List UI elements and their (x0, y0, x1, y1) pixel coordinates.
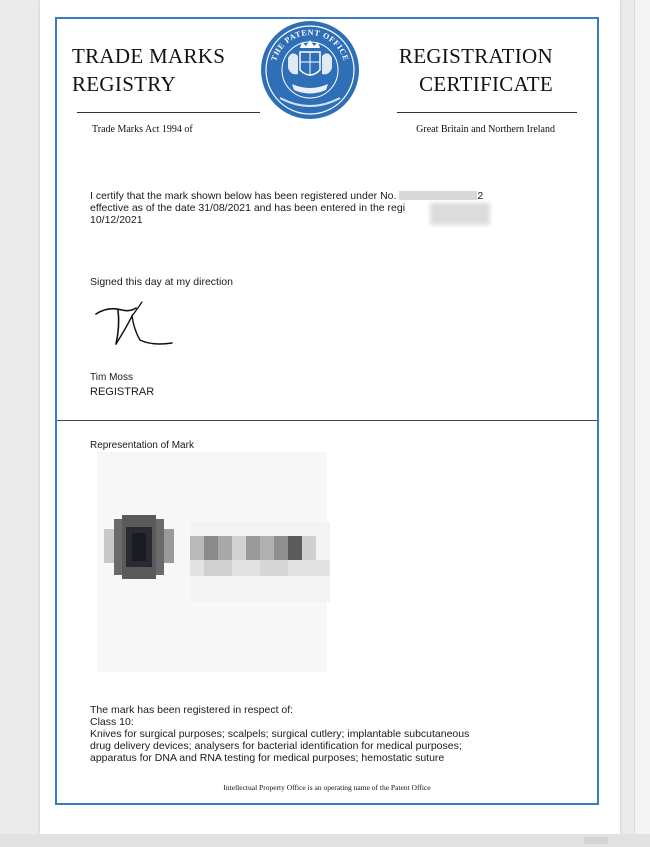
class-line-2: drug delivery devices; analysers for bacterial identification for medical purposes; (90, 740, 462, 752)
scrollbar-thumb[interactable] (584, 837, 608, 844)
redacted-registration-number (399, 191, 477, 200)
subtitle-right: Great Britain and Northern Ireland (416, 124, 555, 135)
footer-note: Intellectual Property Office is an operating name of the Patent Office (223, 783, 431, 792)
title-right (385, 42, 553, 98)
class-line-3: apparatus for DNA and RNA testing for medical purposes; hemostatic suture (90, 752, 445, 764)
class-line-1: Knives for surgical purposes; scalpels; surgical cutlery; implantable subcutaneous (90, 728, 470, 740)
title-left-line-1: TRADE MARKS (72, 44, 226, 68)
title-right-line-2: CERTIFICATE (419, 72, 553, 96)
certification-line-1-start: I certify that the mark shown below has been registered under No. (90, 190, 397, 202)
document-page (40, 0, 620, 834)
certification-line-3: 10/12/2021 (90, 214, 143, 226)
class-intro: The mark has been registered in respect of: (90, 704, 294, 716)
redaction-blur (430, 203, 490, 225)
seal-text: THE PATENT OFFICE (269, 27, 351, 63)
title-left (72, 42, 225, 98)
pixelated-mark-logo-icon (104, 515, 174, 579)
section-divider (57, 420, 597, 421)
horizontal-scrollbar[interactable] (0, 834, 650, 847)
class-number: Class 10: (90, 716, 134, 728)
subtitle-left: Trade Marks Act 1994 of (92, 124, 193, 135)
patent-office-seal-icon (258, 18, 362, 122)
registrar-title: REGISTRAR (90, 386, 155, 398)
class-section (90, 704, 570, 764)
handwritten-signature-icon (92, 300, 178, 348)
title-left-line-2: REGISTRY (72, 72, 176, 96)
title-right-line-1: REGISTRATION (398, 44, 553, 68)
signed-statement: Signed this day at my direction (90, 276, 233, 288)
scrollbar-track[interactable] (634, 0, 650, 847)
certification-line-1-end: 2 (477, 190, 484, 202)
representation-label: Representation of Mark (90, 440, 194, 451)
pixelated-mark-wordmark (190, 522, 330, 602)
certificate-border (55, 17, 599, 805)
title-underline-left (77, 112, 260, 113)
certification-line-2: effective as of the date 31/08/2021 and has been entered in the regi (90, 202, 406, 214)
title-underline-right (397, 112, 577, 113)
registrar-name: Tim Moss (90, 372, 133, 383)
certification-line-1 (90, 190, 540, 202)
